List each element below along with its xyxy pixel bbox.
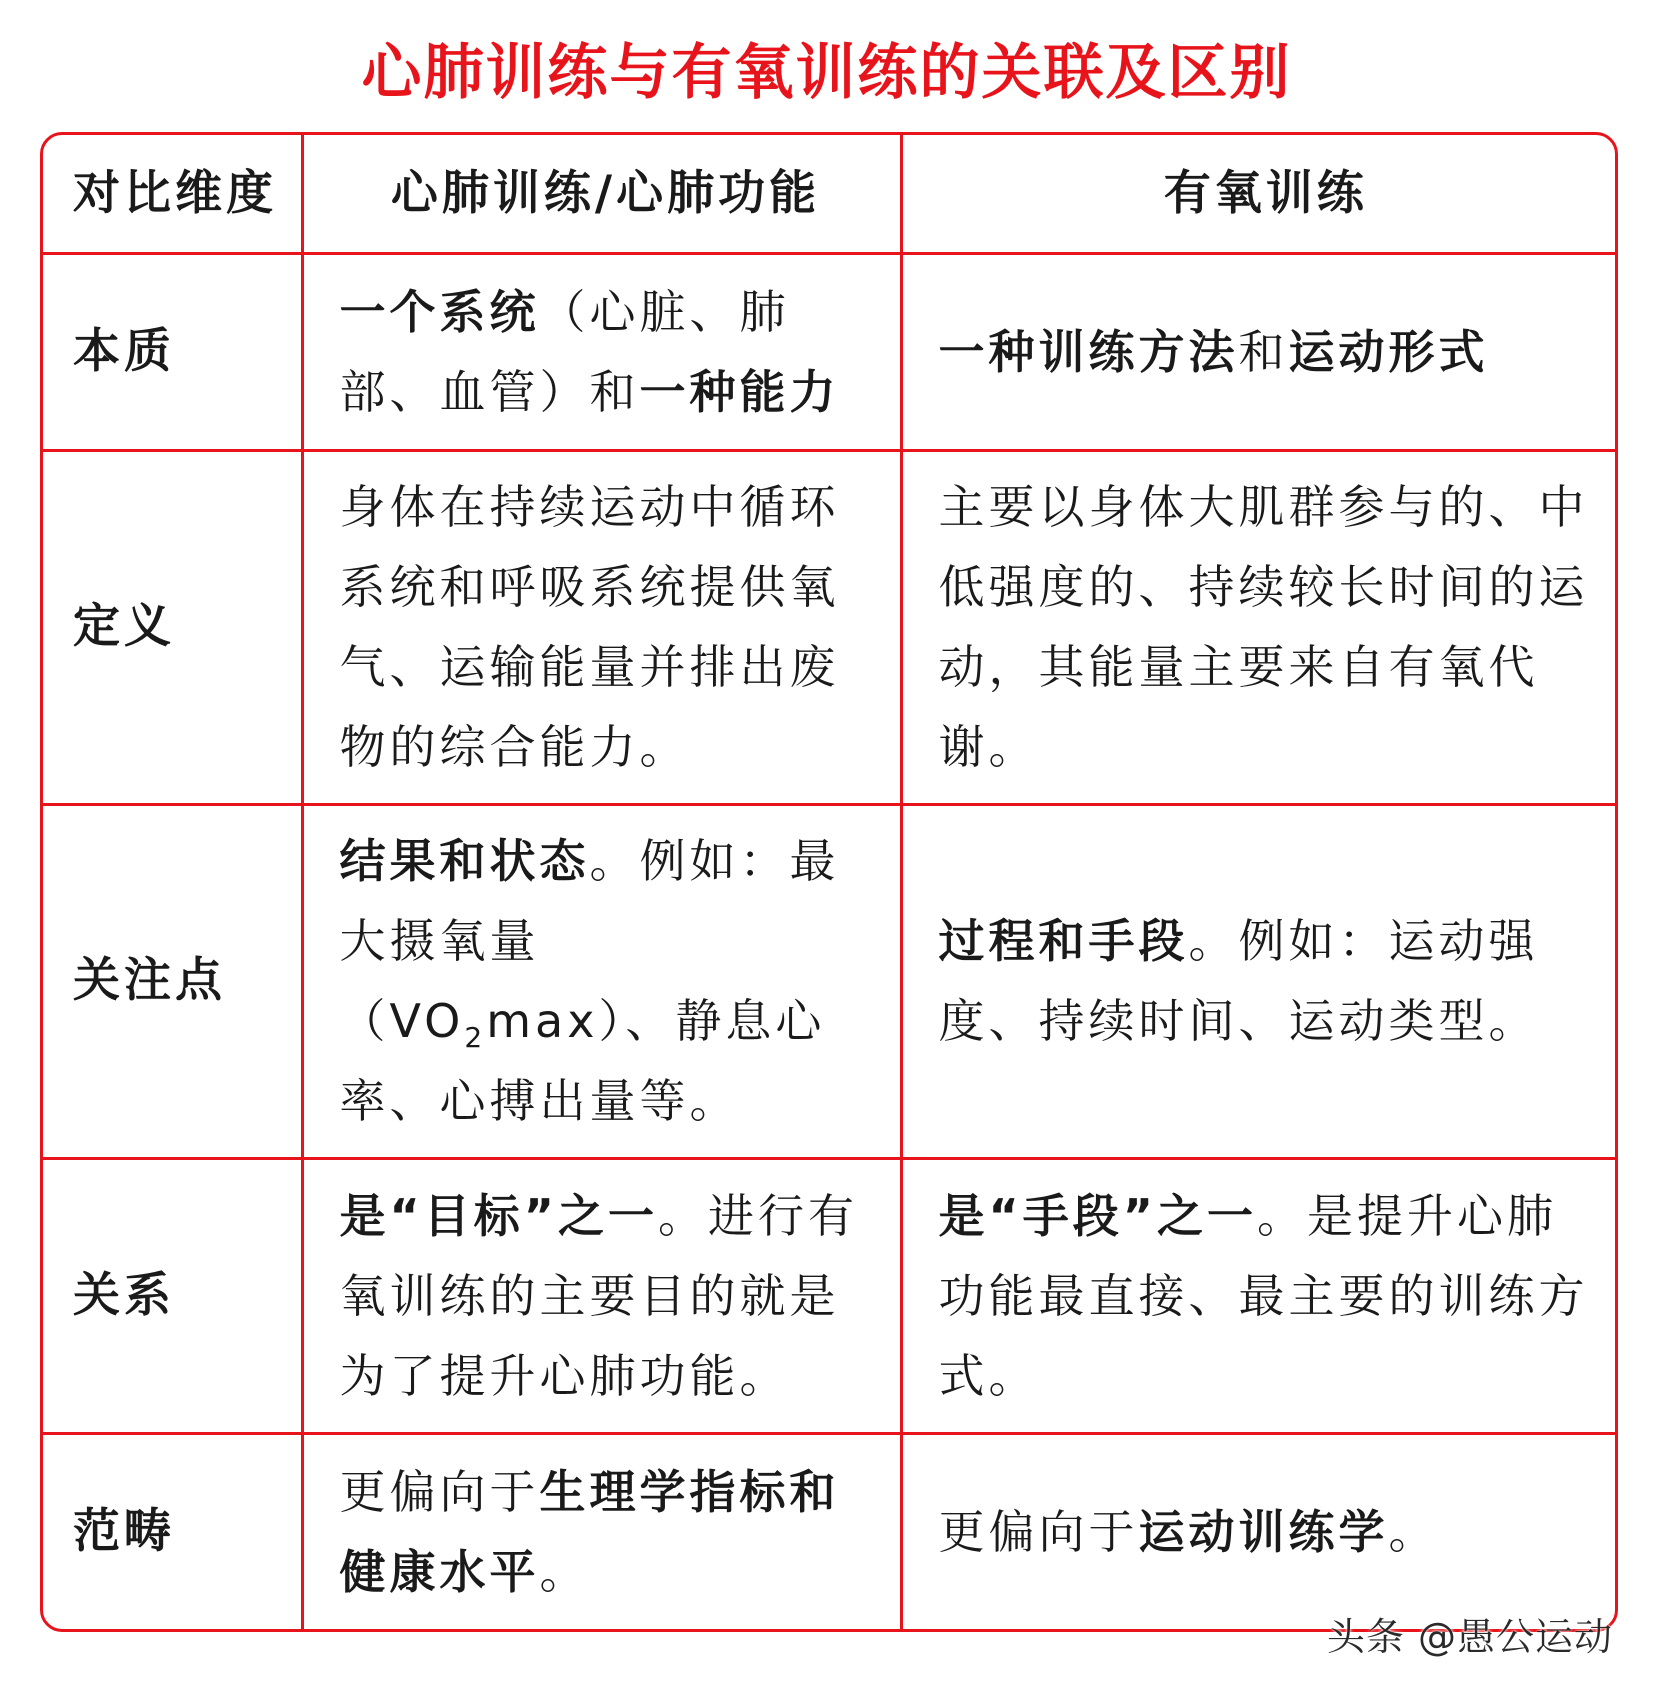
page-title: 心肺训练与有氧训练的关联及区别 [361,38,1292,108]
cell-text: 更偏向于 [339,1465,540,1520]
cell-cardio [302,804,901,1158]
cell-text-bold: 运动训练学 [1138,1505,1389,1560]
cell-aerobic [901,450,1618,804]
cell-cardio [302,1434,901,1629]
cell-text-bold: 一种训练方法 [938,324,1239,379]
cell-text: 2 [464,1021,487,1055]
cell-text-bold: 一种能力 [639,364,840,419]
table-row [43,1158,1618,1433]
comparison-table [40,132,1618,1632]
table-header-row [43,135,1618,254]
cell-text: 。 [539,1545,590,1600]
cell-aerobic [901,1158,1618,1433]
cell-text: 。例如：最大摄氧量（VO [339,834,840,1049]
cell-text: 。是提升心肺功能最直接、最主要的训练方式。 [938,1188,1589,1403]
cell-text: （心脏、肺部、血管）和 [339,284,790,419]
table-row [43,450,1618,804]
cell-text: 主要以身体大肌群参与的、中低强度的、持续较长时间的运动，其能量主要来自有氧代谢。 [938,480,1589,775]
cell-text-bold: 是“目标”之一 [339,1188,658,1243]
cell-text-bold: 过程和手段 [938,914,1189,969]
row-dimension: 范畴 [43,1434,302,1629]
table-row [43,254,1618,450]
cell-text: 更偏向于 [938,1505,1139,1560]
cell-text: 。例如：运动强度、持续时间、运动类型。 [938,914,1539,1049]
cell-text: 身体在持续运动中循环系统和呼吸系统提供氧气、运输能量并排出废物的综合能力。 [339,480,840,775]
cell-text: 。进行有氧训练的主要目的就是为了提升心肺功能。 [339,1188,858,1403]
table-row [43,804,1618,1158]
row-dimension: 关系 [43,1158,302,1433]
table-row [43,1434,1618,1629]
cell-text: 。 [1388,1505,1439,1560]
cell-text: 和 [1238,324,1289,379]
header-dimension: 对比维度 [43,135,302,254]
cell-cardio [302,450,901,804]
cell-cardio [302,254,901,450]
cell-text-bold: 运动形式 [1288,324,1489,379]
cell-text-bold: 生理学指标和健康水平 [339,1465,840,1600]
cell-aerobic [901,254,1618,450]
watermark: 头条 @愚公运动 [1326,1615,1613,1659]
cell-text-bold: 是“手段”之一 [938,1188,1257,1243]
row-dimension: 定义 [43,450,302,804]
row-dimension: 本质 [43,254,302,450]
cell-aerobic [901,1434,1618,1629]
cell-cardio [302,1158,901,1433]
cell-text-bold: 结果和状态 [339,834,590,889]
cell-aerobic [901,804,1618,1158]
header-cardio: 心肺训练/心肺功能 [302,135,901,254]
header-aerobic: 有氧训练 [901,135,1618,254]
row-dimension: 关注点 [43,804,302,1158]
cell-text: max）、静息心率、心搏出量等。 [339,994,826,1129]
cell-text-bold: 一个系统 [339,284,540,339]
